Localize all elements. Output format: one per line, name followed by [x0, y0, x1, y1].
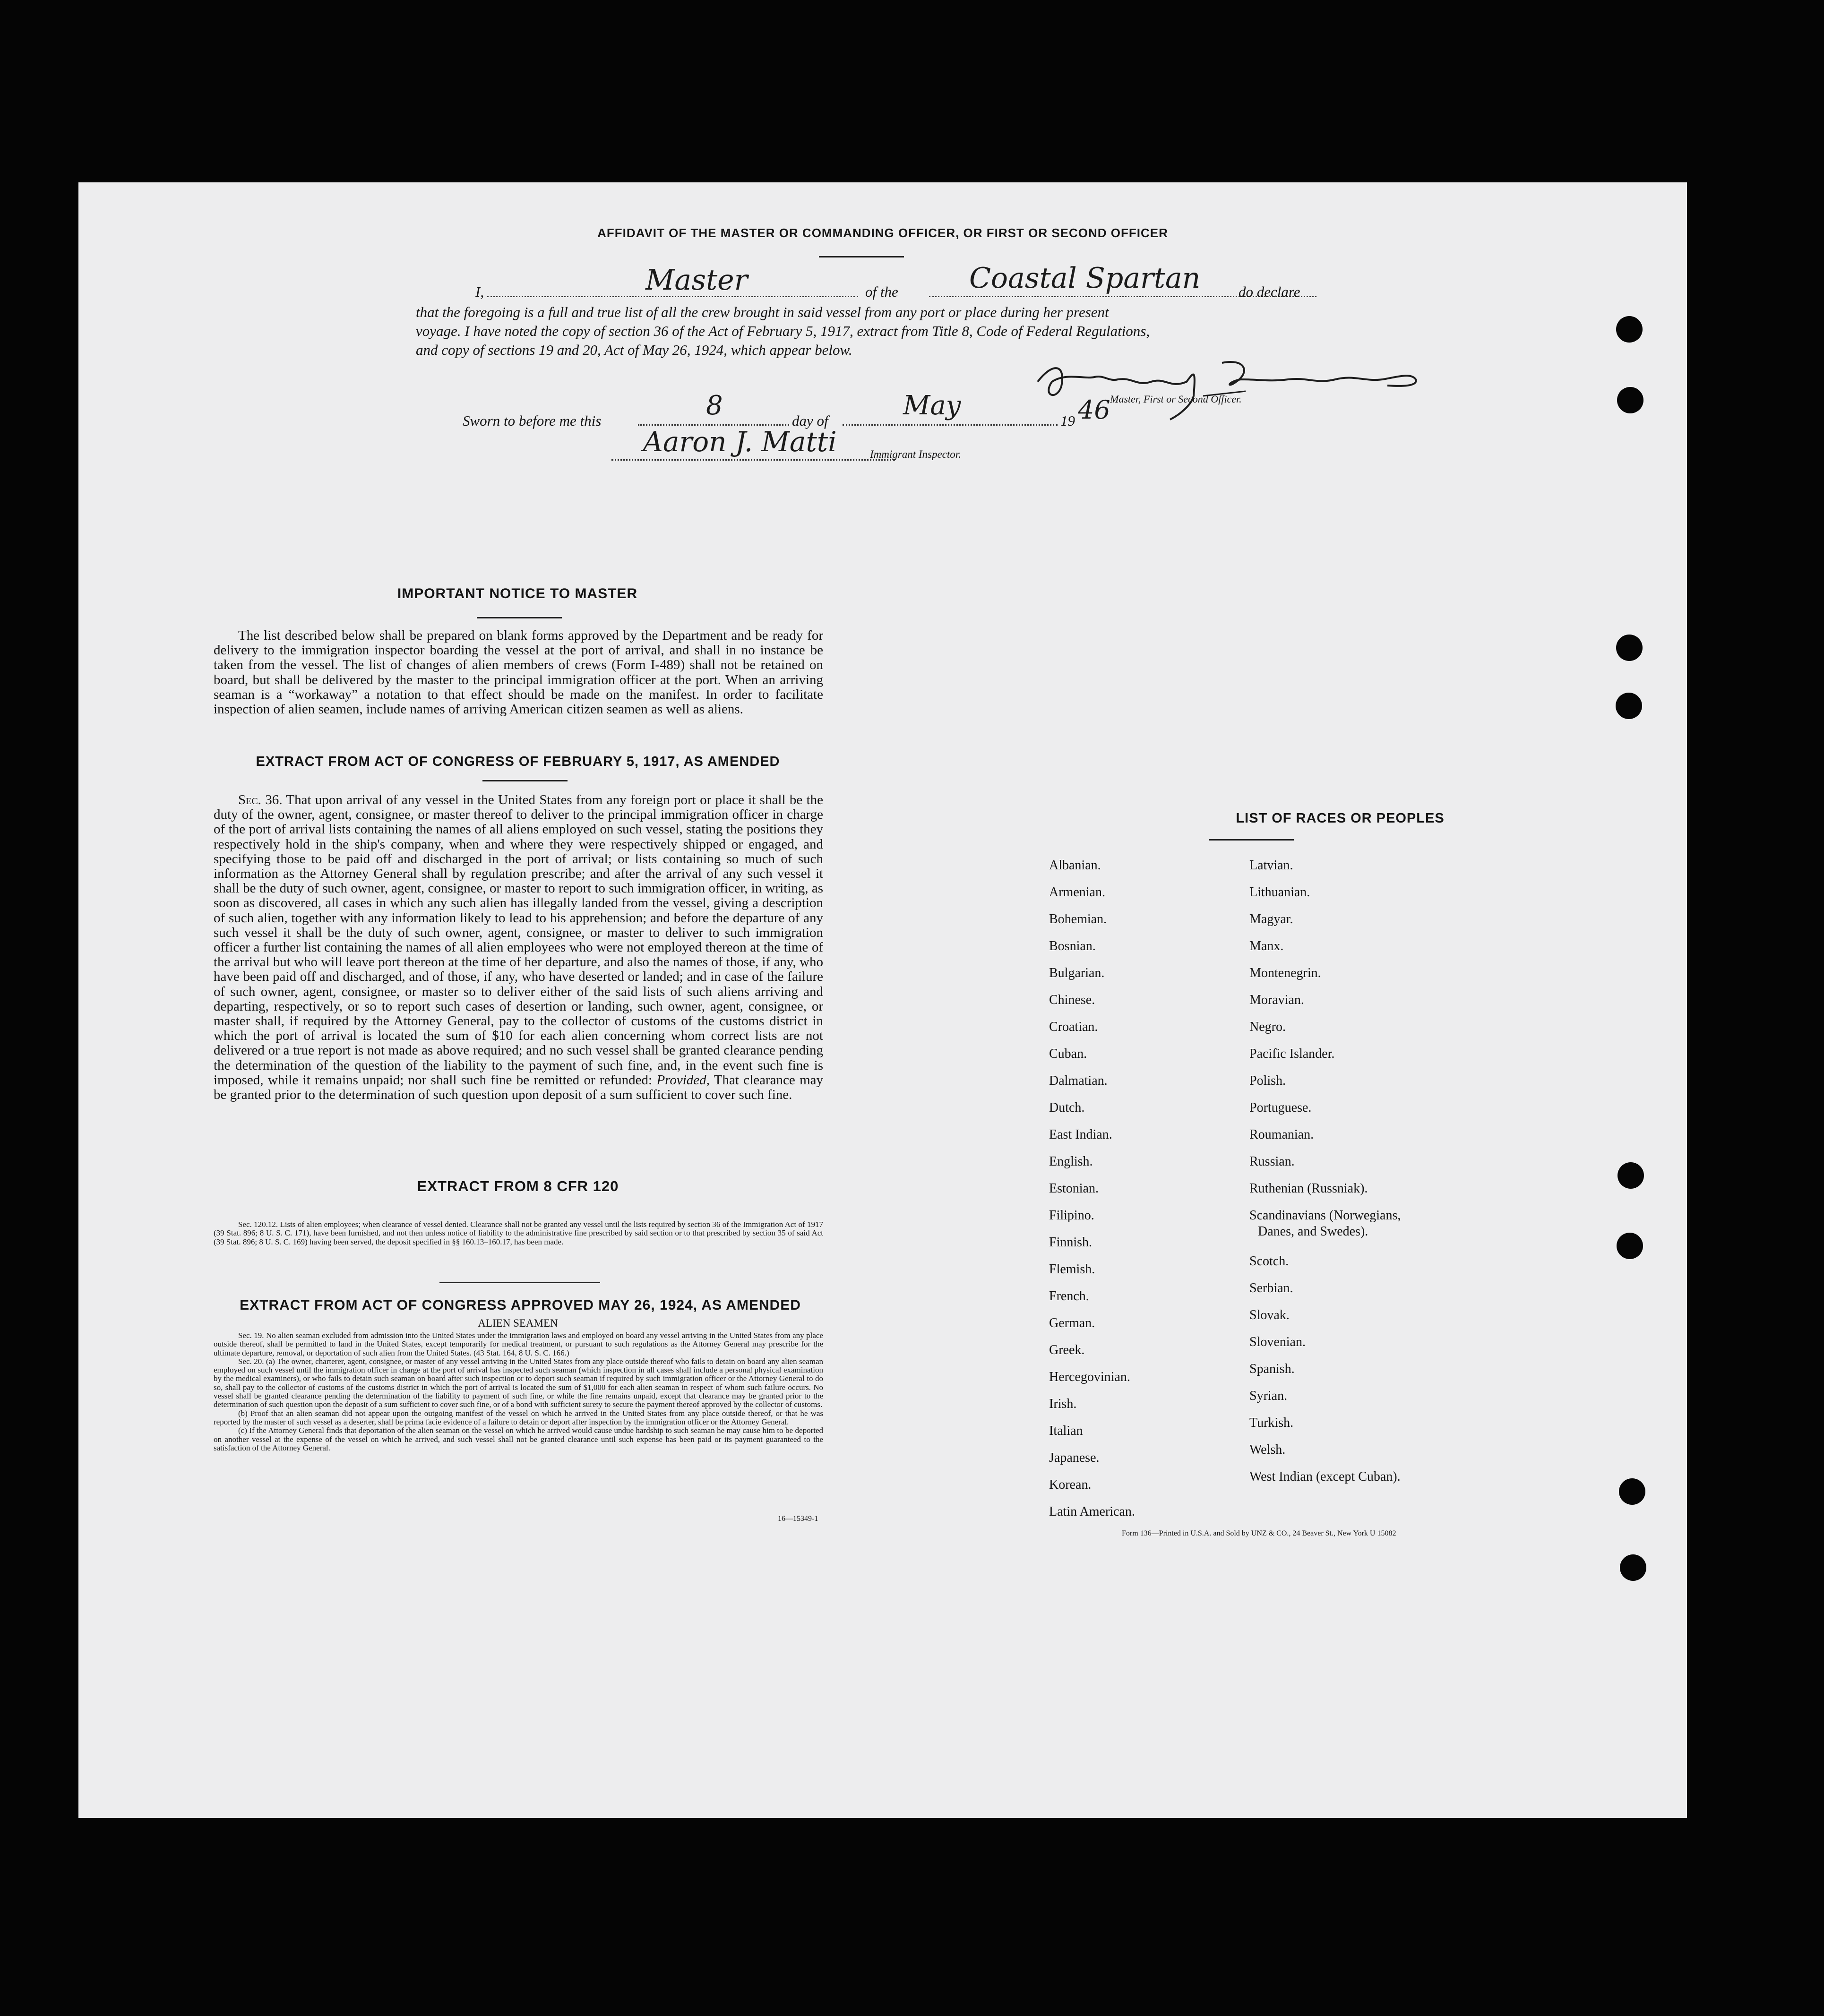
inspector-line [611, 459, 895, 461]
form-page [78, 182, 1687, 1818]
race-item: Moravian. [1249, 993, 1304, 1007]
race-item: Turkish. [1249, 1415, 1294, 1430]
races-divider [1209, 839, 1294, 841]
race-item: Montenegrin. [1249, 966, 1321, 980]
provided-word: Provided, [656, 1072, 710, 1088]
race-item: Latvian. [1249, 858, 1293, 873]
affidavit-line-3: and copy of sections 19 and 20, Act of May 26, 1924, which appear below. [416, 342, 852, 358]
cfr-body: Sec. 120.12. Lists of alien employees; when clearance of vessel denied. Clearance shall not be granted any vessel until the lists required by section 36 of the Immigration Act of 1917 (39 Stat. 896; 8 U. S. C. 171), have been furnished, and not then unless notice of liability to the administrative fine prescribed by said section or to that prescribed by section 35 of said Act (39 Stat. 896; 8 U. S. C. 169) having been served, the deposit specified in §§ 160.13–160.17, has been made. [214, 1220, 823, 1246]
race-item: Hercegovinian. [1049, 1370, 1130, 1384]
race-item: Slovenian. [1249, 1335, 1306, 1349]
race-item: Scandinavians (Norwegians, [1249, 1208, 1401, 1223]
race-item: Spanish. [1249, 1362, 1295, 1376]
affidavit-title: AFFIDAVIT OF THE MASTER OR COMMANDING OFFICER, OR FIRST OR SECOND OFFICER [597, 226, 1168, 240]
month-line [843, 424, 1058, 426]
master-caption: Master, First or Second Officer. [1110, 393, 1242, 405]
extract-1917-title: EXTRACT FROM ACT OF CONGRESS OF FEBRUARY 5, 1917, AS AMENDED [256, 754, 780, 769]
notice-body: The list described below shall be prepared on blank forms approved by the Department and be ready for delivery to the immigration inspector boarding the vessel at the port of arrival, and shall in no instance be taken from the vessel. The list of changes of alien members of crews (Form I-489) shall not be retained on board, but shall be delivered by the master to the principal immigration officer at the port. When an arriving seaman is a “workaway” a notation to that effect should be made on the manifest. In order to facilitate inspection of alien seamen, include names of arriving American citizen seamen as well as aliens. [214, 628, 823, 717]
form-code: 16—15349-1 [778, 1515, 818, 1523]
punch-hole [1617, 1233, 1643, 1259]
race-item: Japanese. [1049, 1450, 1100, 1465]
alien-seamen-subtitle: ALIEN SEAMEN [478, 1317, 558, 1329]
i-label: I, [475, 283, 484, 300]
affidavit-body [416, 303, 1150, 360]
race-item: Portuguese. [1249, 1100, 1312, 1115]
title-divider [819, 256, 904, 257]
sec-20c-text: (c) If the Attorney General finds that deportation of the alien seaman on the vessel on which he arrived would cause undue hardship to such seaman he may cause him to be deported on another vessel at the expense of the vessel on which he arrived, and such vessel shall not be granted clearance until such expense has been paid or its payment guaranteed to the satisfaction of the Attorney General. [214, 1426, 823, 1452]
race-item: Armenian. [1049, 885, 1105, 900]
extract-1917-body [214, 793, 823, 1102]
sec-20b-text: (b) Proof that an alien seaman did not appear upon the outgoing manifest of the vessel on which he arrived in the United States from any place outside thereof, or that he was reported by the master of such vessel as a deserter, shall be prima facie evidence of a failure to detain or deport after inspection by the immigration officer or the Attorney General. [214, 1408, 823, 1426]
race-item: Roumanian. [1249, 1127, 1314, 1142]
punch-hole [1616, 316, 1643, 343]
year-prefix: 19 [1060, 412, 1075, 429]
day-of-label: day of [792, 412, 828, 429]
race-item: Manx. [1249, 939, 1284, 953]
race-item: Lithuanian. [1249, 885, 1310, 900]
affidavit-line-1: that the foregoing is a full and true list of all the crew brought in said vessel from any port or place during her present [416, 304, 1109, 320]
race-item: East Indian. [1049, 1127, 1112, 1142]
race-item: Polish. [1249, 1073, 1286, 1088]
race-item: Croatian. [1049, 1020, 1098, 1034]
year-suffix-handwriting: 46 [1078, 395, 1110, 425]
extract-1924-rule [439, 1282, 600, 1283]
punch-hole [1618, 1162, 1644, 1189]
race-item: Chinese. [1049, 993, 1095, 1007]
race-item: Bosnian. [1049, 939, 1096, 953]
inspector-signature: Aaron J. Matti [643, 426, 837, 458]
extract-1917-divider [482, 780, 568, 781]
sec-36-label: Sec. 36. [238, 792, 283, 807]
race-item: Italian [1049, 1424, 1083, 1438]
race-item: Cuban. [1049, 1047, 1087, 1061]
race-item: Albanian. [1049, 858, 1101, 873]
race-item: Finnish. [1049, 1235, 1093, 1250]
race-item: Syrian. [1249, 1389, 1288, 1403]
race-item: Scotch. [1249, 1254, 1289, 1269]
race-item: Russian. [1249, 1154, 1295, 1169]
sworn-month-handwriting: May [903, 390, 961, 421]
race-item: German. [1049, 1316, 1095, 1330]
punch-hole [1620, 1554, 1646, 1581]
of-the-label: of the [865, 283, 898, 300]
race-item: Latin American. [1049, 1504, 1135, 1519]
race-item: Pacific Islander. [1249, 1047, 1335, 1061]
do-declare-label: do declare [1239, 283, 1300, 300]
race-item: Serbian. [1249, 1281, 1293, 1295]
race-item: Danes, and Swedes). [1258, 1224, 1368, 1239]
sec-36-text-end: That clearance may be granted prior to the determination of such question upon deposit of a sum sufficient to cover such fine. [214, 1072, 824, 1103]
sec-20a-text: Sec. 20. (a) The owner, charterer, agent, consignee, or master of any vessel arriving in the United States from any place outside thereof who fails to detain on board any alien seaman employed on such vessel until the immigration officer in charge at the port of arrival has inspected such seaman (which inspection in all cases shall include a personal physical examination by the medical examiners), or who fails to detain such seaman on board after such inspection or to deport such seaman if required by such immigration officer or the Attorney General to do so, shall pay to the collector of customs of the customs district in which the port of arrival is located the sum of $1,000 for each alien seaman in respect of whom such failure occurs. No vessel shall be granted clearance pending the determination of the liability to payment of such fine, or while the fine remains unpaid, except that clearance may be granted prior to the determination of such question upon the deposit of a sum sufficient to cover such fine, or of a bond with sufficient surety to secure the payment thereof approved by the collector of customs. [214, 1356, 823, 1409]
punch-hole [1617, 387, 1643, 413]
sworn-label: Sworn to before me this [463, 412, 602, 429]
races-title: LIST OF RACES OR PEOPLES [1236, 811, 1445, 826]
race-item: Negro. [1249, 1020, 1286, 1034]
race-item: Filipino. [1049, 1208, 1094, 1223]
vessel-name-handwriting: Coastal Spartan [969, 262, 1201, 295]
race-item: West Indian (except Cuban). [1249, 1469, 1401, 1484]
master-handwriting: Master [645, 264, 748, 297]
race-item: Slovak. [1249, 1308, 1290, 1322]
inspector-caption: Immigrant Inspector. [870, 448, 961, 460]
sworn-day-handwriting: 8 [706, 390, 723, 421]
punch-hole [1619, 1478, 1645, 1505]
affidavit-line-2: voyage. I have noted the copy of section 36 of the Act of February 5, 1917, extract from Title 8, Code of Federal Regulations, [416, 323, 1150, 339]
notice-divider [477, 617, 562, 618]
punch-hole [1616, 693, 1642, 719]
extract-1924-body [214, 1331, 823, 1452]
punch-hole [1616, 635, 1643, 661]
race-item: Dutch. [1049, 1100, 1085, 1115]
race-item: Irish. [1049, 1397, 1077, 1411]
cfr-title: EXTRACT FROM 8 CFR 120 [417, 1178, 619, 1194]
race-item: Welsh. [1249, 1442, 1286, 1457]
race-item: Korean. [1049, 1477, 1092, 1492]
printer-footer: Form 136—Printed in U.S.A. and Sold by UNZ & CO., 24 Beaver St., New York U 15082 [1122, 1529, 1396, 1537]
extract-1924-title: EXTRACT FROM ACT OF CONGRESS APPROVED MAY 26, 1924, AS AMENDED [240, 1297, 801, 1313]
sec-19-text: Sec. 19. No alien seaman excluded from admission into the United States under the immigration laws and employed on board any vessel arriving in the United States from any place outside thereof, shall be permitted to land in the United States, except temporarily for medical treatment, or pursuant to such regulations as the Attorney General may prescribe for the ultimate departure, removal, or deportation of such alien from the United States. (43 Stat. 164, 8 U. S. C. 166.) [214, 1331, 823, 1357]
race-item: Ruthenian (Russniak). [1249, 1181, 1368, 1196]
race-item: Dalmatian. [1049, 1073, 1108, 1088]
race-item: Bulgarian. [1049, 966, 1105, 980]
race-item: Estonian. [1049, 1181, 1099, 1196]
race-item: Greek. [1049, 1343, 1085, 1357]
race-item: Flemish. [1049, 1262, 1095, 1277]
race-item: Magyar. [1249, 912, 1293, 927]
notice-title: IMPORTANT NOTICE TO MASTER [397, 586, 638, 601]
race-item: Bohemian. [1049, 912, 1107, 927]
sec-36-text: That upon arrival of any vessel in the United States from any foreign port or place it shall be the duty of the owner, agent, consignee, or master thereof to deliver to the principal immigration officer in charge of the port of arrival lists containing the names of all aliens employed on such vessel, stating the positions they respectively hold in the ship's company, when and where they were respectively shipped or engaged, and specifying those to be paid off and discharged in the port of arrival; or lists containing so much of such information as the Attorney General shall by regulation prescribe; and after the arrival of any such vessel it shall be the duty of such owner, agent, consignee, or master to report to such immigration officer, in writing, as soon as discovered, all cases in which any such alien has illegally landed from the vessel, giving a description of such alien, together with any information likely to lead to his apprehension; and before the departure of any such vessel it shall be the duty of such owner, agent, consignee, or master to deliver to such immigration officer a further list containing the names of all alien employees who were not employed thereon at the time of the arrival but who will leave port thereon at the time of her departure, and also the names of those, if any, who have been paid off and discharged, and of those, if any, who have deserted or landed; and in case of the failure of such owner, agent, consignee, or master so to deliver either of the said lists of such aliens arriving and departing, respectively, or so to report such cases of desertion or landing, such owner, agent, consignee, or master shall, if required by the Attorney General, pay to the collector of customs of the customs district in which the port of arrival is located the sum of $10 for each alien concerning whom correct lists are not delivered or a true report is not made as above required; and no such vessel shall be granted clearance pending the determination of the question of the liability to the payment of such fine, and, in the event such fine is imposed, while it remains unpaid; nor shall such fine be remitted or refunded: [214, 792, 823, 1088]
race-item: English. [1049, 1154, 1093, 1169]
race-item: French. [1049, 1289, 1089, 1304]
